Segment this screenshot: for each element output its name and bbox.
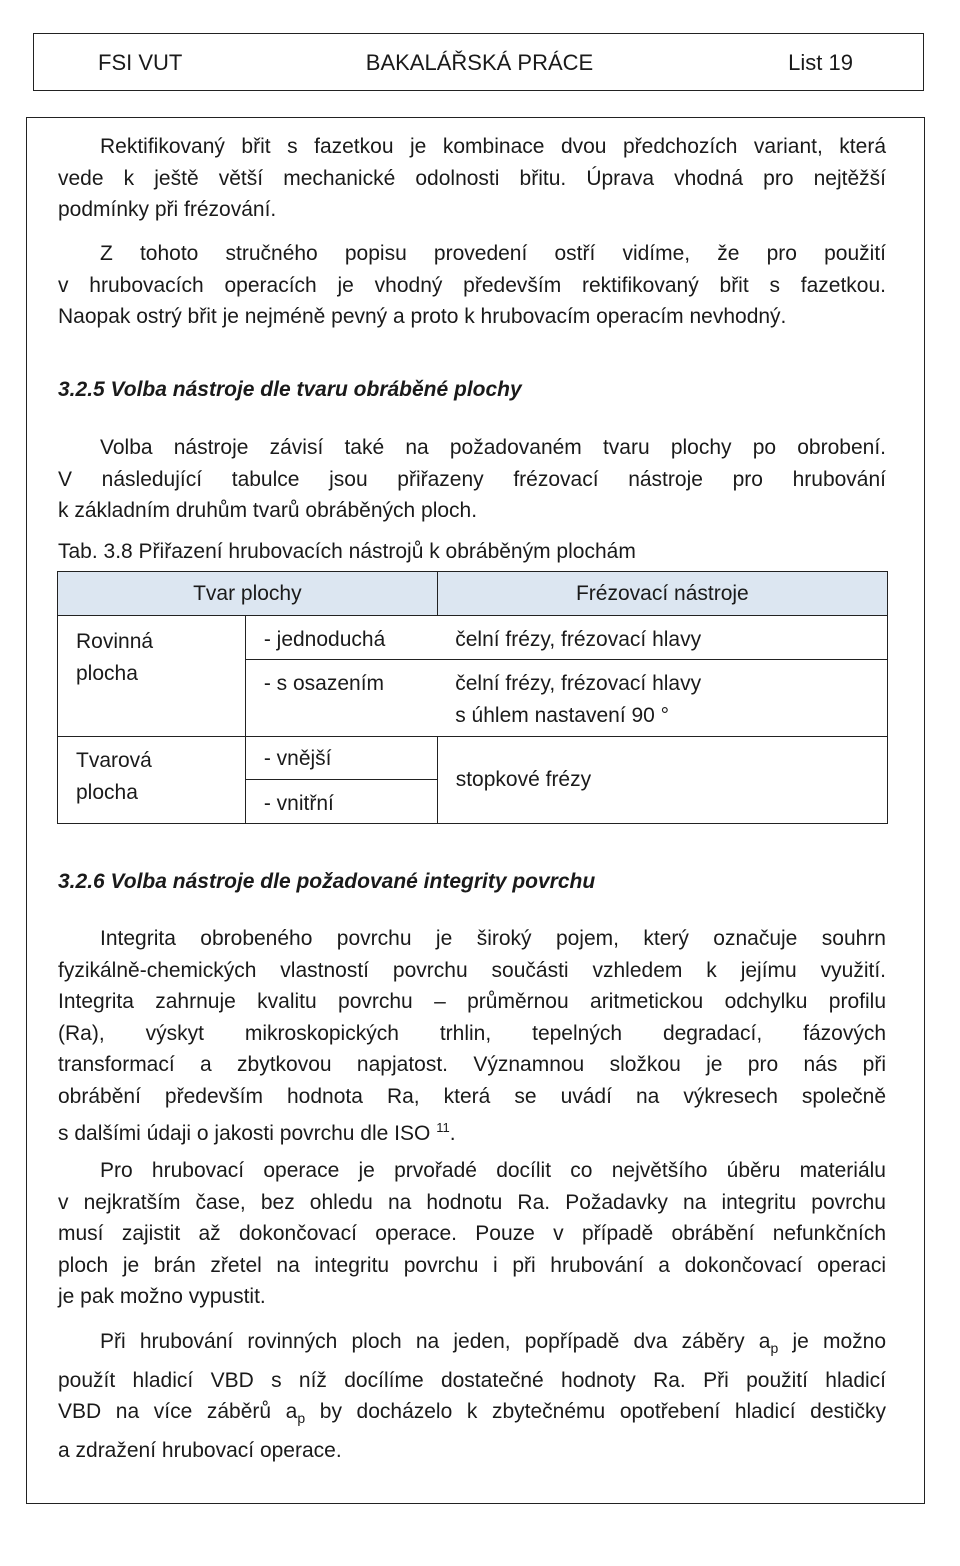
cell-tool-3: [437, 737, 887, 824]
group-label: Rovinná: [76, 630, 154, 653]
paragraph-3: [58, 432, 886, 527]
table-row: [58, 737, 888, 780]
text-line: ploch je brán zřetel na integritu povrchu i při hrubování a dokončovací operaci: [58, 1253, 886, 1277]
reference-number: 11: [436, 1120, 450, 1135]
header-frezovaci-nastroje: Frézovací nástroje: [437, 572, 887, 616]
header-institution: FSI VUT: [98, 50, 183, 75]
text-line: transformací a zbytkovou napjatost. Významnou složkou je pro nás při: [58, 1053, 886, 1076]
cell-vnejsi: [245, 737, 437, 780]
section-heading-3-2-6: 3.2.6 Volba nástroje dle požadované integrity povrchu: [58, 870, 596, 893]
text-line: musí zajistit až dokončovací operace. Pouze v případě obrábění nefunkčních: [58, 1222, 886, 1245]
text-line: použít hladicí VBD s níž docílíme dostatečné hodnoty Ra. Při použití hladicí: [58, 1368, 886, 1392]
group-tvarova-plocha: [58, 737, 246, 824]
text-line: [58, 1396, 886, 1435]
text-line: Integrita obrobeného povrchu je široký pojem, který označuje souhrn: [100, 927, 886, 950]
text-line: Z tohoto stručného popisu provedení ostří vidíme, že pro použití: [100, 242, 886, 265]
table-row: [58, 616, 888, 660]
cell-tool-1: [437, 616, 887, 660]
cell-tool-2: [437, 660, 887, 737]
subscript: p: [770, 1340, 779, 1357]
paragraph-6: [58, 1326, 886, 1466]
text-line: Rektifikovaný břit s fazetkou je kombinace dvou předchozích variant, která: [100, 135, 886, 158]
text-line: je pak možno vypustit.: [58, 1285, 266, 1308]
text-line: [58, 1112, 886, 1150]
text-fragment: s dalšími údaji o jakosti povrchu dle ISO: [58, 1122, 431, 1145]
subscript: p: [297, 1410, 306, 1427]
text-line: v hrubovacích operacích je vhodný především rektifikovaný břit s fazetkou.: [58, 273, 886, 297]
text-line: [58, 1326, 886, 1365]
text-line: (Ra), výskyt mikroskopických trhlin, tepelných degradací, fázových: [58, 1021, 886, 1045]
header-page-number: List 19: [788, 50, 853, 75]
header-title: BAKALÁŘSKÁ PRÁCE: [365, 50, 594, 75]
cell-text: - jednoduchá: [263, 628, 386, 651]
text-fragment: Při hrubování rovinných ploch na jeden, popřípadě dva záběry a: [100, 1330, 771, 1353]
cell-vnitrni: [245, 780, 437, 824]
text-line: Pro hrubovací operace je prvořadé docílit co největšího úběru materiálu: [100, 1159, 886, 1182]
header-tvar-plochy: Tvar plochy: [58, 572, 438, 616]
text-fragment: by docházelo k zbytečnému opotřebení hladicí destičky: [305, 1400, 886, 1424]
text-line: a zdražení hrubovací operace.: [58, 1438, 342, 1462]
group-label: Tvarová: [76, 749, 152, 772]
cell-text: - vnitřní: [263, 792, 334, 815]
tools-table: [57, 571, 888, 824]
paragraph-2: [58, 238, 886, 333]
text-line: obrábění především hodnota Ra, která se uvádí na výkresech společně: [58, 1084, 886, 1108]
text-line: v nejkratším čase, bez ohledu na hodnotu Ra. Požadavky na integritu povrchu: [58, 1190, 886, 1214]
paragraph-5: [58, 1155, 886, 1313]
cell-text: stopkové frézy: [455, 768, 592, 792]
cell-text: - s osazením: [263, 672, 385, 695]
cell-text: s úhlem nastavení 90 °: [455, 703, 670, 727]
text-line: Volba nástroje závisí také na požadovaném tvaru plochy po obrobení.: [100, 436, 886, 459]
text-line: k základním druhům tvarů obráběných ploch.: [58, 499, 478, 522]
page-header: [33, 33, 924, 91]
paragraph-4: [58, 923, 886, 1150]
text-line: podmínky při frézování.: [58, 198, 277, 221]
text-fragment: je možno: [778, 1330, 886, 1353]
text-line: fyzikálně-chemických vlastností povrchu součásti vzhledem k jejímu využití.: [58, 958, 886, 982]
cell-s-osazenim: [245, 660, 437, 737]
cell-text: čelní frézy, frézovací hlavy: [455, 628, 702, 651]
paragraph-1: [58, 131, 886, 226]
text-line: Integrita zahrnuje kvalitu povrchu – průměrnou aritmetickou odchylku profilu: [58, 990, 886, 1013]
cell-text: čelní frézy, frézovací hlavy: [455, 672, 702, 695]
group-label: plocha: [76, 780, 138, 804]
section-heading-3-2-5: 3.2.5 Volba nástroje dle tvaru obráběné plochy: [58, 378, 522, 401]
text-line: V následující tabulce jsou přiřazeny frézovací nástroje pro hrubování: [58, 467, 886, 491]
cell-jednoducha: [245, 616, 437, 660]
group-label: plocha: [76, 661, 138, 685]
text-fragment: .: [449, 1122, 456, 1145]
group-rovinna-plocha: [58, 616, 246, 737]
table-header-row: [58, 572, 888, 616]
cell-text: - vnější: [263, 747, 332, 770]
text-fragment: VBD na více záběrů a: [58, 1400, 298, 1424]
text-line: vede k ještě větší mechanické odolnosti břitu. Úprava vhodná pro nejtěžší: [58, 166, 886, 190]
table-caption: Tab. 3.8 Přiřazení hrubovacích nástrojů k obráběným plochám: [58, 540, 636, 563]
text-line: Naopak ostrý břit je nejméně pevný a proto k hrubovacím operacím nevhodný.: [58, 305, 787, 328]
